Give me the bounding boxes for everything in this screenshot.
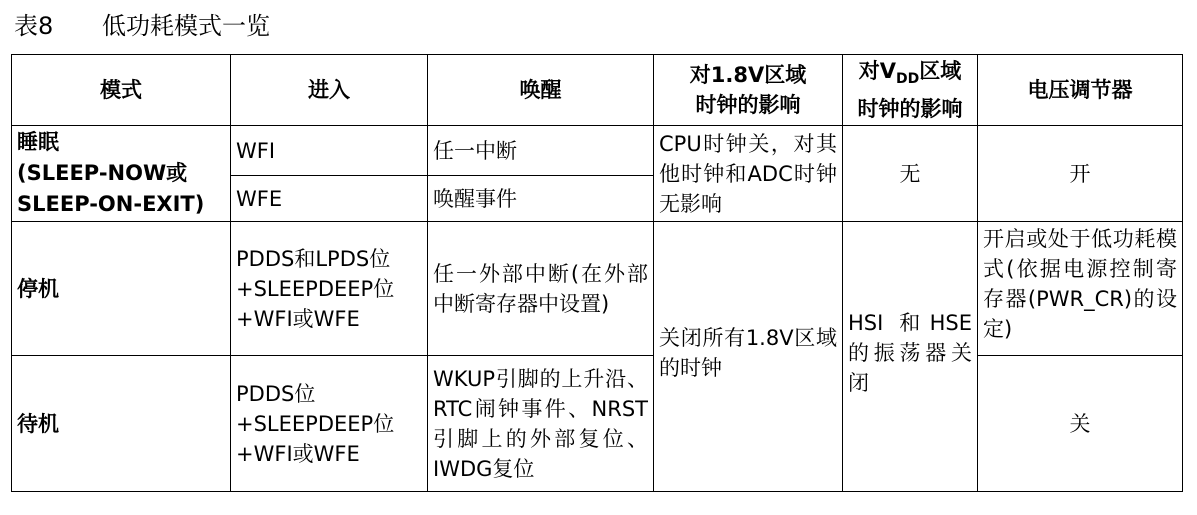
- wake-stop: 任一外部中断(在外部中断寄存器中设置): [428, 222, 654, 356]
- table-row-stop: [12, 222, 1183, 356]
- header-v18-line2: 时钟的影响: [695, 93, 801, 117]
- table-title: 低功耗模式一览: [102, 12, 270, 40]
- header-mode: 模式: [12, 55, 231, 126]
- table-row-standby: [12, 356, 1183, 492]
- wake-standby: WKUP引脚的上升沿、RTC闹钟事件、NRST引脚上的外部复位、IWDG复位: [428, 356, 654, 492]
- wake-sleep-wfi: 任一中断: [428, 126, 654, 176]
- header-wakeup: 唤醒: [428, 55, 654, 126]
- header-enter: 进入: [231, 55, 428, 126]
- v18-stop-standby: 关闭所有1.8V区域的时钟: [654, 222, 843, 492]
- vdd-stop-standby: HSI 和HSE的振荡器关闭: [843, 222, 978, 492]
- header-vdd-line1: 对$V_{DD}$区域: [858, 58, 962, 88]
- v18-sleep: CPU时钟关，对其他时钟和ADC时钟无影响: [654, 126, 843, 222]
- enter-sleep-wfe: WFE: [231, 176, 428, 222]
- wake-sleep-wfe: 唤醒事件: [428, 176, 654, 222]
- header-regulator: 电压调节器: [978, 55, 1183, 126]
- enter-sleep-wfi: WFI: [231, 126, 428, 176]
- reg-sleep: 开: [978, 126, 1183, 222]
- header-vdd-effect: [843, 55, 978, 126]
- enter-stop: PDDS和LPDS位 +SLEEPDEEP位 +WFI或WFE: [231, 222, 428, 356]
- header-row: [12, 55, 1183, 126]
- reg-stop: 开启或处于低功耗模式(依据电源控制寄存器(PWR_CR)的设定): [978, 222, 1183, 356]
- vdd-subscript: DD: [896, 71, 920, 88]
- header-v18-line1: 对1.8V区域: [689, 63, 807, 87]
- vdd-sleep: 无: [843, 126, 978, 222]
- table-number: 表8: [14, 12, 54, 40]
- table-row-sleep-wfi: [12, 126, 1183, 176]
- enter-standby: PDDS位 +SLEEPDEEP位 +WFI或WFE: [231, 356, 428, 492]
- low-power-modes-table: [11, 54, 1183, 492]
- reg-standby: 关: [978, 356, 1183, 492]
- table-caption: [14, 8, 270, 44]
- header-vdd-line2: 时钟的影响: [857, 97, 963, 122]
- mode-sleep: 睡眠 (SLEEP-NOW或 SLEEP-ON-EXIT): [12, 126, 231, 222]
- mode-standby: 待机: [12, 356, 231, 492]
- header-v18-effect: [654, 55, 843, 126]
- mode-stop: 停机: [12, 222, 231, 356]
